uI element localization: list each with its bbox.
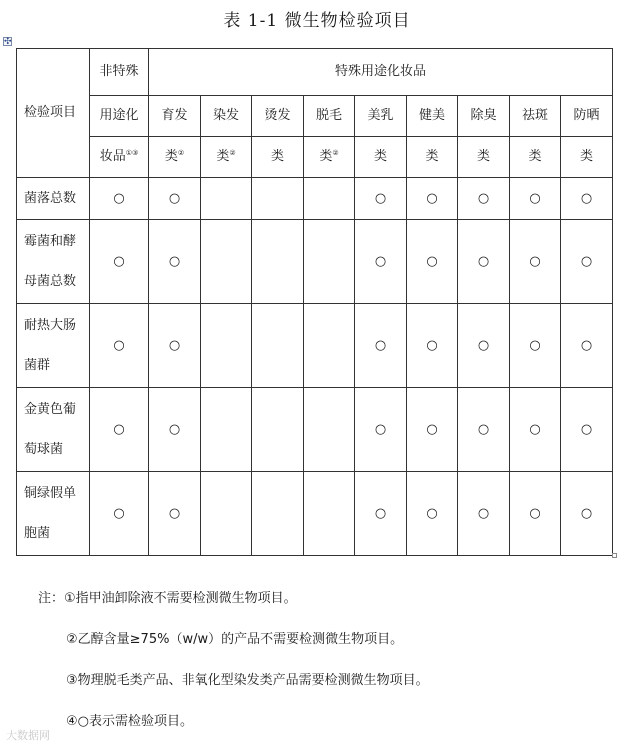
header-item: 检验项目 [17,49,90,178]
table-row [17,304,613,388]
table-cell [201,388,252,472]
row-label: 铜绿假单 胞菌 [17,472,90,556]
header-cat-2a: 染发 [201,96,252,137]
header-cat-4b: 类② [304,137,355,178]
table-cell: ○ [510,304,561,388]
table-cell: ○ [90,220,149,304]
table-move-icon[interactable]: ✣ [4,37,12,47]
table-cell: ○ [510,178,561,220]
table-cell: ○ [561,220,613,304]
header-cat-1a: 育发 [149,96,201,137]
table-cell: ○ [458,388,510,472]
table-cell: ○ [355,304,407,388]
table-cell: ○ [407,388,458,472]
table-cell: ○ [510,388,561,472]
table-cell [252,178,304,220]
header-nonspecial-2: 用途化 [90,96,149,137]
header-cat-6a: 健美 [407,96,458,137]
table-row [17,388,613,472]
table-cell: ○ [90,178,149,220]
table-cell [304,178,355,220]
table-cell [201,178,252,220]
table-title: 表 1-1 微生物检验项目 [223,11,411,31]
table-resize-icon[interactable] [612,553,617,558]
watermark: 大数据网 [6,729,50,742]
table-cell [304,472,355,556]
table-cell [201,472,252,556]
table-cell: ○ [407,304,458,388]
table-cell: ○ [561,304,613,388]
table-cell [252,472,304,556]
table-cell: ○ [458,304,510,388]
row-label: 霉菌和酵 母菌总数 [17,220,90,304]
table-row [17,220,613,304]
table-cell: ○ [355,388,407,472]
row-label: 菌落总数 [17,178,90,220]
table-cell: ○ [90,304,149,388]
table-cell: ○ [90,388,149,472]
note-4: ④○表示需检验项目。 [66,714,193,729]
table-cell: ○ [355,472,407,556]
table-cell: ○ [510,472,561,556]
header-cat-5a: 美乳 [355,96,407,137]
header-cat-7b: 类 [458,137,510,178]
header-cat-2b: 类② [201,137,252,178]
table-cell: ○ [149,388,201,472]
table-cell [252,220,304,304]
table-cell: ○ [407,178,458,220]
table-cell: ○ [458,220,510,304]
header-cat-4a: 脱毛 [304,96,355,137]
table-cell: ○ [561,472,613,556]
header-cat-1b: 类② [149,137,201,178]
table-cell [304,388,355,472]
table-cell [201,304,252,388]
note-2: ②乙醇含量≥75%（w/w）的产品不需要检测微生物项目。 [66,632,404,647]
table-cell: ○ [510,220,561,304]
table-cell [304,304,355,388]
note-1: 注：①指甲油卸除液不需要检测微生物项目。 [38,591,297,606]
header-cat-7a: 除臭 [458,96,510,137]
table-cell [252,388,304,472]
table-cell: ○ [355,220,407,304]
table-cell: ○ [149,220,201,304]
table-cell: ○ [561,388,613,472]
table-row [17,178,613,220]
note-3: ③物理脱毛类产品、非氧化型染发类产品需要检测微生物项目。 [66,673,429,688]
header-cat-9b: 类 [561,137,613,178]
table-cell: ○ [149,178,201,220]
microbe-test-table [16,48,613,556]
header-cat-6b: 类 [407,137,458,178]
table-cell [304,220,355,304]
table-cell [252,304,304,388]
table-cell: ○ [407,220,458,304]
table-cell: ○ [561,178,613,220]
table-notes [38,588,618,752]
table-cell: ○ [458,472,510,556]
table-cell: ○ [458,178,510,220]
table-cell: ○ [407,472,458,556]
header-cat-3b: 类 [252,137,304,178]
table-cell [201,220,252,304]
header-nonspecial-1: 非特殊 [90,49,149,96]
table-cell: ○ [355,178,407,220]
header-cat-8b: 类 [510,137,561,178]
header-special-group: 特殊用途化妆品 [149,49,613,96]
table-cell: ○ [149,472,201,556]
header-cat-5b: 类 [355,137,407,178]
row-label: 耐热大肠 菌群 [17,304,90,388]
header-cat-9a: 防晒 [561,96,613,137]
header-cat-8a: 祛斑 [510,96,561,137]
row-label: 金黄色葡 萄球菌 [17,388,90,472]
table-row [17,472,613,556]
table-cell: ○ [149,304,201,388]
table-cell: ○ [90,472,149,556]
header-cat-3a: 烫发 [252,96,304,137]
header-nonspecial-3: 妆品①③ [90,137,149,178]
